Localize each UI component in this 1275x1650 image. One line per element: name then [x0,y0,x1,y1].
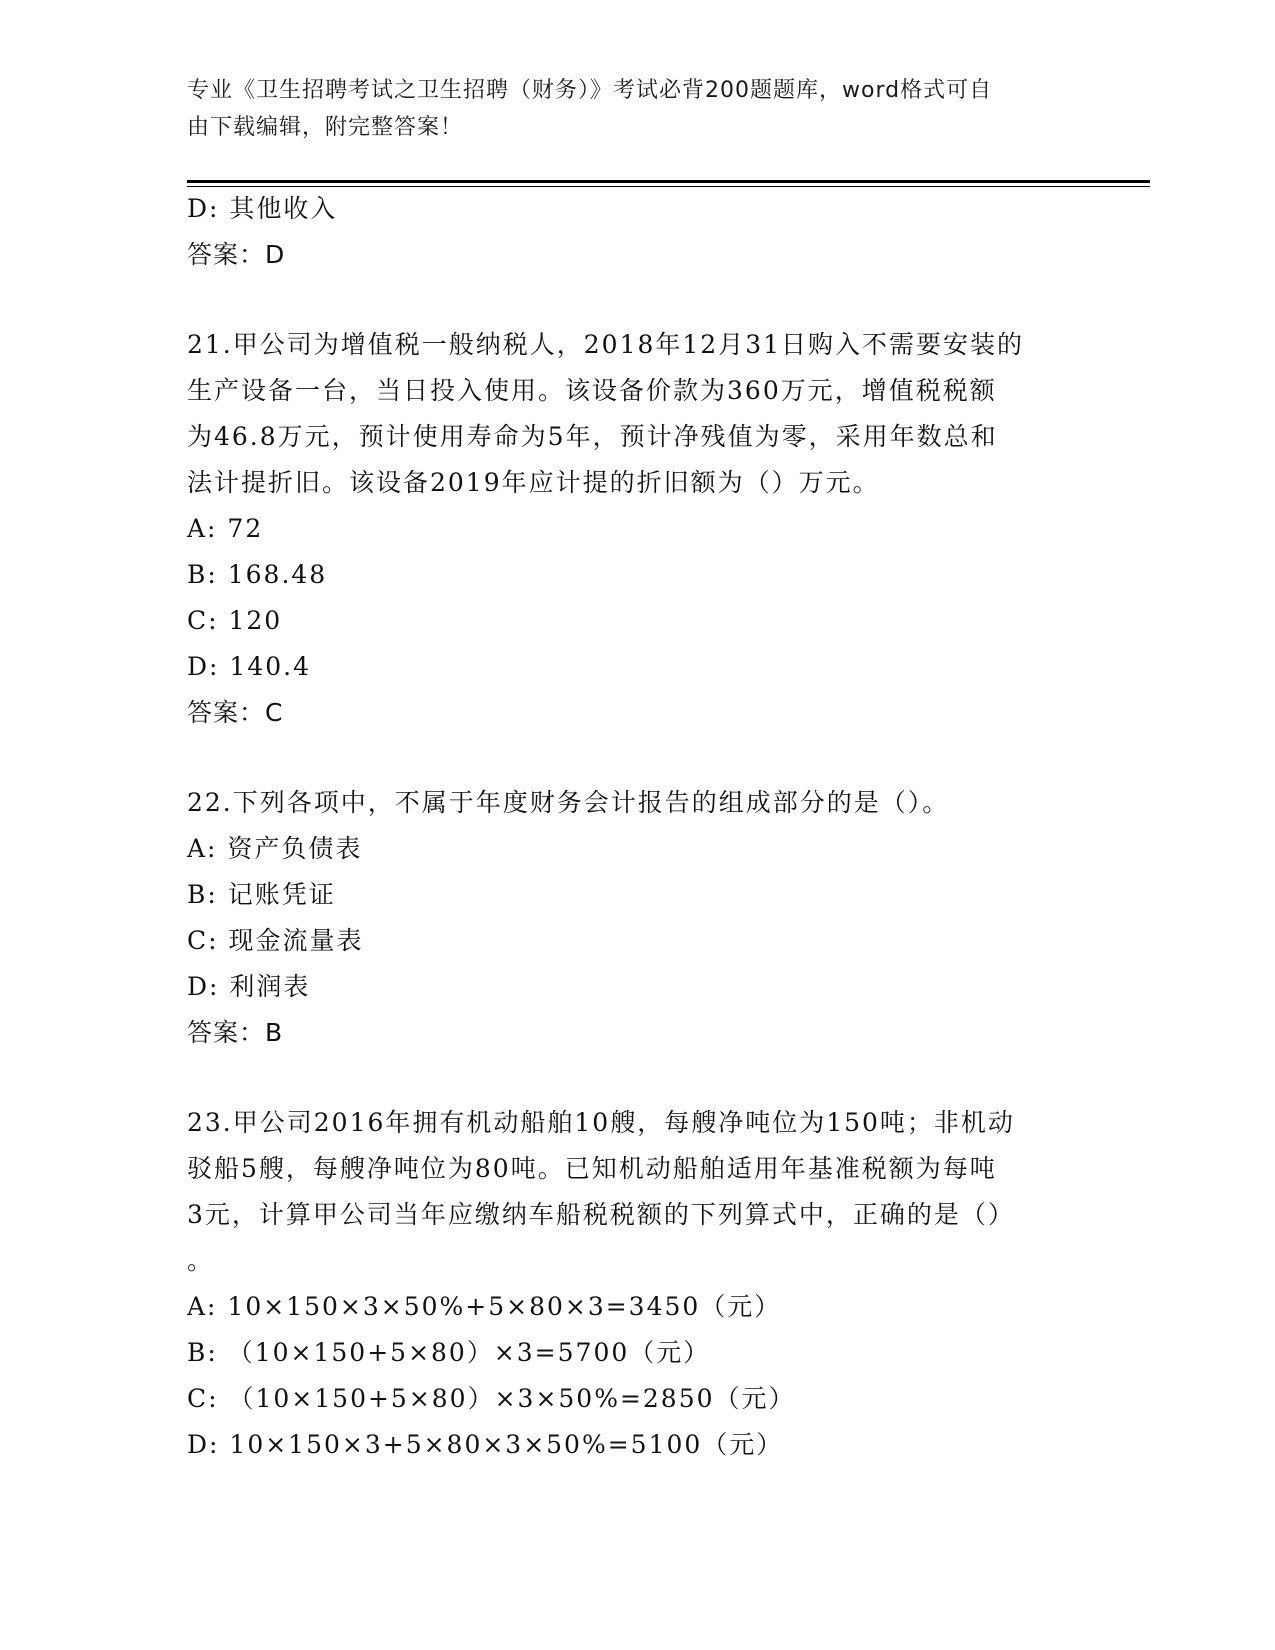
question-21-text-line-3: 为46.8万元，预计使用寿命为5年，预计净残值为零，采用年数总和 [187,422,998,451]
question-23-option-d: D: 10×150×3+5×80×3×50%=5100（元） [187,1430,784,1459]
question-22-answer: 答案：B [187,1018,284,1047]
document-body [187,186,1087,1468]
question-21-option-c: C: 120 [187,606,283,635]
question-21-answer: 答案：C [187,698,284,727]
question-22-text-line-1: 22.下列各项中，不属于年度财务会计报告的组成部分的是（）。 [187,788,950,817]
question-23-text-line-2: 驳船5艘，每艘净吨位为80吨。已知机动船舶适用年基准税额为每吨 [187,1154,997,1183]
question-21-option-a: A: 72 [187,514,264,543]
question-21 [187,322,1087,736]
question-21-option-d: D: 140.4 [187,652,311,681]
question-23-text-line-1: 23.甲公司2016年拥有机动船舶10艘，每艘净吨位为150吨；非机动 [187,1108,1015,1137]
header-line-2: 由下载编辑，附完整答案！ [187,115,464,140]
question-23-option-c: C: （10×150+5×80）×3×50%=2850（元） [187,1384,796,1413]
header-divider-thick [187,180,1150,183]
question-23-option-a: A: 10×150×3×50%+5×80×3=3450（元） [187,1292,782,1321]
document-header [187,72,1067,146]
header-line-1: 专业《卫生招聘考试之卫生招聘（财务）》考试必背200题题库，word格式可自 [187,78,993,103]
prev-question-answer: 答案：D [187,240,286,269]
question-23-text-line-4: 。 [187,1246,215,1275]
question-21-text-line-2: 生产设备一台，当日投入使用。该设备价款为360万元，增值税税额 [187,376,997,405]
spacer [187,736,1087,780]
question-22-option-b: B: 记账凭证 [187,880,336,909]
prev-question-option-d: D: 其他收入 [187,194,338,223]
question-21-text-line-1: 21.甲公司为增值税一般纳税人，2018年12月31日购入不需要安装的 [187,330,1025,359]
question-23 [187,1100,1087,1468]
question-21-text-line-4: 法计提折旧。该设备2019年应计提的折旧额为（）万元。 [187,468,880,497]
question-22-option-d: D: 利润表 [187,972,311,1001]
question-21-option-b: B: 168.48 [187,560,328,589]
question-22 [187,780,1087,1056]
spacer [187,1056,1087,1100]
question-23-text-line-3: 3元，计算甲公司当年应缴纳车船税税额的下列算式中，正确的是（） [187,1200,1015,1229]
question-22-option-c: C: 现金流量表 [187,926,364,955]
question-22-option-a: A: 资产负债表 [187,834,363,863]
spacer [187,278,1087,322]
question-23-option-b: B: （10×150+5×80）×3=5700（元） [187,1338,711,1367]
